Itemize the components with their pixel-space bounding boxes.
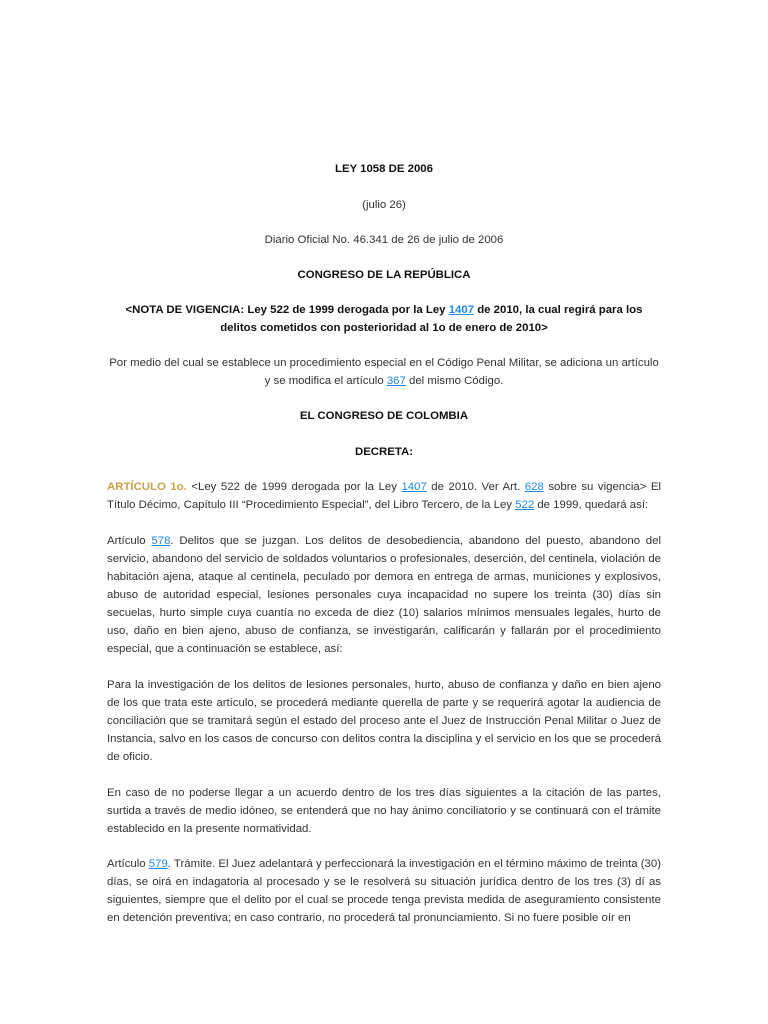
conciliation-paragraph: En caso de no poderse llegar a un acuerdo dentro de los tres días siguientes a la citación de las partes, surtida a través de medio idóneo, se entenderá que no hay ánimo conciliatorio y se continuará con el trámite establecido en la presente normatividad.: [107, 787, 661, 835]
decreta-heading: DECRETA:: [354, 446, 413, 458]
article-1-paragraph: [107, 478, 661, 514]
article-1-text-3: sobre su vigencia> El Título Décimo, Capítulo III “Procedimiento Especial”, del Libro Tercero, de la Ley: [107, 481, 661, 511]
congress-heading: EL CONGRESO DE COLOMBIA: [299, 410, 469, 422]
article-578-link[interactable]: 578: [151, 535, 171, 547]
validity-note: [107, 301, 661, 337]
article-628-link[interactable]: 628: [524, 481, 544, 493]
article-1-text: <Ley 522 de 1999 derogada por la Ley: [186, 481, 402, 493]
law-1407-link-2[interactable]: 1407: [401, 481, 427, 493]
law-522-link[interactable]: 522: [515, 499, 535, 511]
article-1-text-2: de 2010. Ver Art.: [426, 481, 525, 493]
law-date: (julio 26): [362, 199, 406, 211]
validity-note-text-end: de 2010, la cual regirá para los delitos cometidos con posterioridad al 1o de enero de 2010>: [220, 304, 643, 334]
article-579-text: . Trámite. El Juez adelantará y perfeccionará la investigación en el término máximo de treinta (30) días, se oirá en indagatoria al procesado y se le resolverá su situación jurídica dentro de los tres (3) dí as siguientes, siempre que el delito por el cual se procede tenga prevista medida de aseguramiento consistente en detención preventiva; en caso contrario, no procederá tal pronunciamiento. Si no fuere posible oír en: [107, 858, 661, 924]
validity-note-text: <NOTA DE VIGENCIA: Ley 522 de 1999 derogada por la Ley: [125, 304, 449, 316]
article-1-text-4: de 1999, quedará así:: [534, 499, 649, 511]
article-578-prefix: Artículo: [107, 535, 152, 547]
law-1407-link[interactable]: 1407: [448, 304, 475, 316]
article-367-link[interactable]: 367: [386, 375, 406, 387]
article-1-heading: ARTÍCULO 1o.: [107, 481, 187, 493]
article-579-link[interactable]: 579: [148, 858, 168, 870]
law-subject: [107, 354, 661, 390]
article-579-prefix: Artículo: [107, 858, 149, 870]
querella-paragraph: Para la investigación de los delitos de lesiones personales, hurto, abuso de confianza y daño en bien ajeno de los que trata este artículo, se procederá mediante querella de parte y se requerirá agotar la audiencia de conciliación que se tramitará según el estado del proceso ante el Juez de Instrucción Penal Militar o Juez de Instancia, salvo en los casos de concurso con delitos contra la disciplina y el servicio en los que se procederá de oficio.: [107, 679, 661, 763]
issuer-heading: CONGRESO DE LA REPÚBLICA: [297, 269, 471, 281]
document-body: [107, 160, 661, 927]
law-subject-text-end: del mismo Código.: [405, 375, 504, 387]
article-578-paragraph: [107, 532, 661, 658]
article-578-text: . Delitos que se juzgan. Los delitos de desobediencia, abandono del puesto, abandono del servicio, abandono del servicio de soldados voluntarios o profesionales, deserción, del centinela, violación de habitación ajena, ataque al centinela, peculado por demora en entrega de armas, municiones y explosivos, abuso de autoridad especial, lesiones personales cuya incapacidad no supere los treinta (30) días sin secuelas, hurto simple cuya cuantía no exceda de diez (10) salarios mínimos mensuales legales, hurto de uso, daño en bien ajeno, abuso de confianza, se investigarán, calificarán y fallarán por el procedimiento especial, que a continuación se establece, así:: [107, 535, 662, 655]
article-579-paragraph: [107, 855, 661, 927]
gazette-reference: Diario Oficial No. 46.341 de 26 de julio de 2006: [264, 234, 504, 246]
law-subject-text: Por medio del cual se establece un procedimiento especial en el Código Penal Militar, se adiciona un artículo y se modifica el artículo: [109, 357, 659, 387]
law-title: LEY 1058 DE 2006: [335, 163, 433, 175]
